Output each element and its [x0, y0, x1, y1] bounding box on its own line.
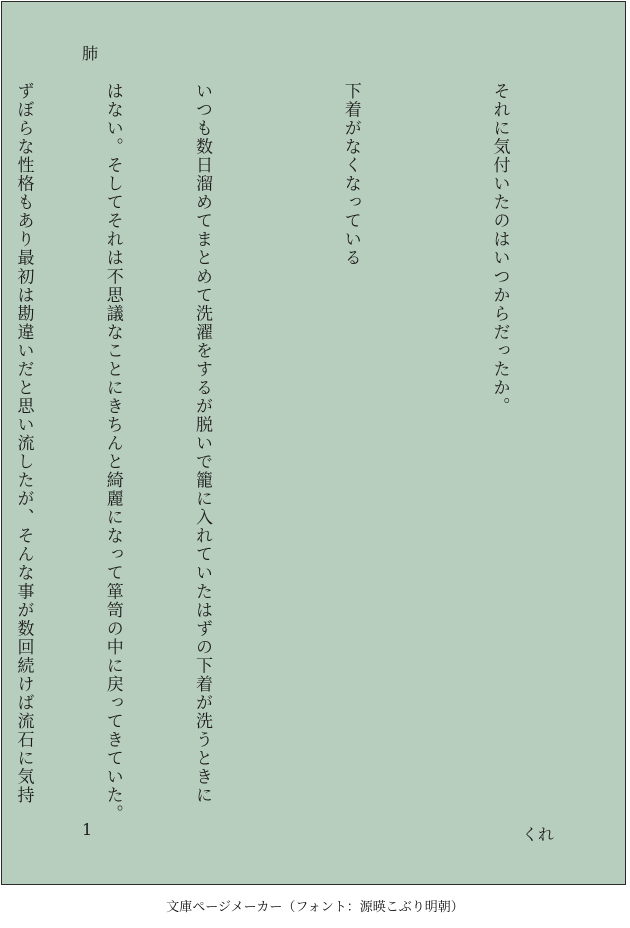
header-title: 肺 — [82, 44, 99, 63]
body-line: いつも数日溜めてまとめて洗濯をするが脱いで籠に入れていたはずの下着が洗うときに — [192, 82, 212, 805]
book-page — [1, 1, 626, 885]
body-line: それに気付いたのはいつからだったか。 — [489, 82, 510, 416]
body-text — [13, 82, 573, 842]
footer-caption: 文庫ページメーカー（フォント：源暎こぶり明朝） — [166, 900, 464, 915]
body-line: 下着がなくなっている — [340, 82, 361, 268]
body-line: はない。そしてそれは不思議なことにきちんと綺麗になって箪笥の中に戻ってきていた。 — [102, 82, 123, 824]
page-number: 1 — [82, 820, 93, 839]
author-name: くれ — [522, 825, 555, 844]
body-line: ずぼらな性格もあり最初は勘違いだと思い流したが、そんな事が数回続けば流石に気持 — [13, 82, 34, 805]
